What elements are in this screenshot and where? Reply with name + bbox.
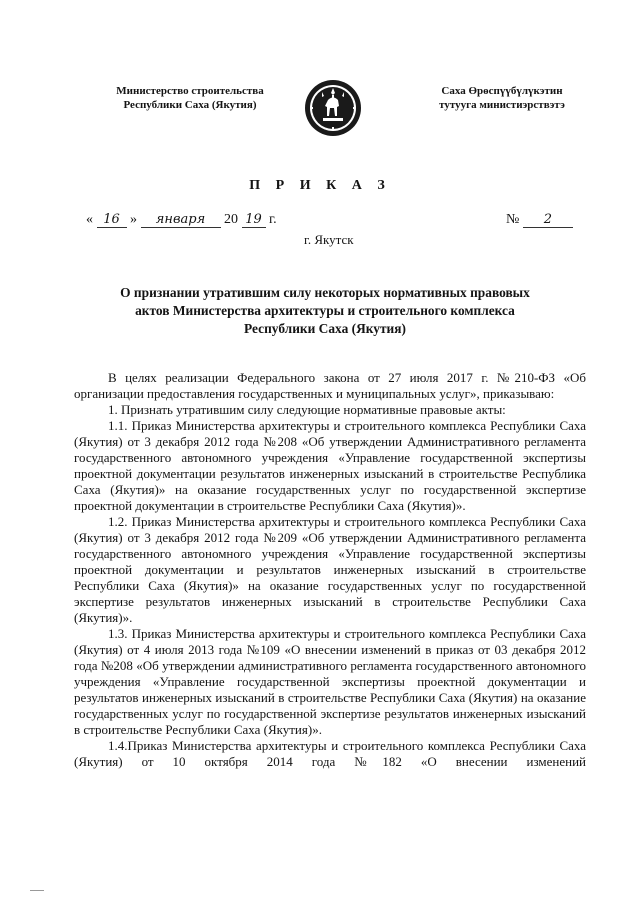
date-year: 19 xyxy=(242,213,266,228)
ministry-name-sakha-line1: Саха Өрөспүүбүлүкэтин xyxy=(441,85,563,97)
subject-line3: Республики Саха (Якутия) xyxy=(244,321,406,336)
order-body xyxy=(74,370,586,770)
body-item-1-1: 1.1. Приказ Министерства архитектуры и строительного комплекса Республики Саха (Якутия) от 3 декабря 2012 года №208 «Об утверждении Административного регламента государственного автономного учреждения «Управление государственной экспертизы проектной документации результатов инженерных изысканий в строительстве Республика Саха (Якутия)» на оказание государственных услуг по государственной экспертизе проектной документации в строительстве Республики Саха (Якутия)». xyxy=(74,418,586,513)
date-century: 20 xyxy=(224,212,238,227)
body-item-1: 1. Признать утратившим силу следующие нормативные правовые акты: xyxy=(108,402,506,417)
ministry-name-russian xyxy=(95,84,285,112)
order-number xyxy=(506,212,573,228)
order-subject xyxy=(90,284,560,338)
ministry-name-ru-line1: Министерство строительства xyxy=(116,85,264,97)
ministry-name-sakha xyxy=(402,84,602,112)
scan-mark xyxy=(30,890,44,891)
number-value: 2 xyxy=(523,213,573,228)
body-item-1-2: 1.2. Приказ Министерства архитектуры и строительного комплекса Республики Саха (Якутия) от 3 декабря 2012 года №209 «Об утверждении Административного регламента государственного автономного учреждения «Управление государственной экспертизы проектной документации и результатов инженерных изысканий в строительстве Республики Саха (Якутия)» на оказание государственных услуг по государственной экспертизе результатов инженерных изысканий в строительстве Республики Саха (Якутия)». xyxy=(74,514,586,625)
body-intro: В целях реализации Федерального закона от 27 июля 2017 г. №210-ФЗ «Об организации предоставления государственных и муниципальных услуг», приказываю: xyxy=(74,370,586,401)
ministry-name-ru-line2: Республики Саха (Якутия) xyxy=(123,99,257,111)
subject-line2: актов Министерства архитектуры и строительного комплекса xyxy=(135,303,515,318)
document-type-title: П Р И К А З xyxy=(249,178,391,193)
order-date xyxy=(86,212,277,228)
subject-line1: О признании утратившим силу некоторых нормативных правовых xyxy=(120,285,530,300)
date-month: января xyxy=(141,213,221,228)
date-close-quote: » xyxy=(130,212,137,227)
ministry-name-sakha-line2: тутууга министиэрствэтэ xyxy=(439,99,565,111)
sakha-coat-of-arms-icon xyxy=(303,78,363,138)
date-day: 16 xyxy=(97,213,127,228)
body-item-1-3: 1.3. Приказ Министерства архитектуры и строительного комплекса Республики Саха (Якутия) от 4 июля 2013 года №109 «О внесении изменений в приказ от 03 декабря 2012 года №208 «Об утверждении административного регламента государственного автономного учреждения «Управление государственной экспертизы проектной документации и результатов инженерных изысканий в строительстве Республики Саха (Якутия) на оказание государственных услуг по государственной экспертизе результатов инженерных изысканий в строительстве Республики Саха (Якутия)». xyxy=(74,626,586,737)
body-item-1-4: 1.4.Приказ Министерства архитектуры и строительного комплекса Республики Саха (Якутия) от 10 октября 2014 года №182 «О внесении изменений xyxy=(74,738,586,769)
date-suffix: г. xyxy=(269,212,277,227)
date-open-quote: « xyxy=(86,212,93,227)
city: г. Якутск xyxy=(304,232,354,247)
number-label: № xyxy=(506,212,520,227)
